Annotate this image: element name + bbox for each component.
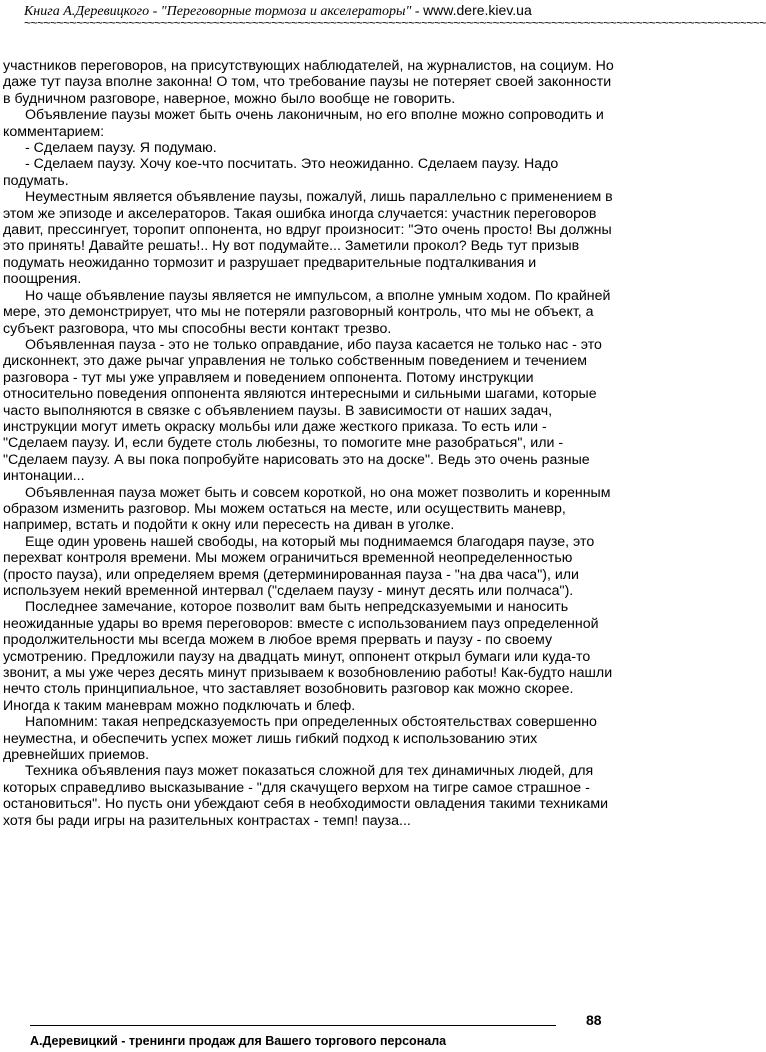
paragraph: Техника объявления пауз может показаться сложной для тех динамичных людей, для которых справедливо высказывание - "для скачущего верхом на тигре самое страшное - остановиться". Но пусть они убеждают себя в необходимости овладения такими техниками хотя бы ради игры на разительных контрастах - темп! пауза...	[3, 763, 609, 829]
paragraph: участников переговоров, на присутствующих наблюдателей, на журналистов, на социум. Но даже тут пауза вполне законна! О том, что требование паузы не потеряет своей законности в будничном разговоре, наверное, можно было вообще не говорить.	[3, 58, 614, 107]
paragraph: Последнее замечание, которое позволит вам быть непредсказуемыми и наносить неожиданные удары во время переговоров: вместе с использованием пауз определенной продолжительности мы всегда можем в любое время прервать и паузу - по своему усмотрению. Предложили паузу на двадцать минут, оппонент открыл бумаги или куда-то звонит, а мы уже через десять минут призываем к возобновлению работы! Как-будто нашли нечто столь принципиальное, что заставляет возобновить разговор как можно скорее. Иногда к таким маневрам можно подключать и блеф.	[3, 599, 613, 714]
paragraph: Еще один уровень нашей свободы, на который мы поднимаемся благодаря паузе, это перехват контроля времени. Мы можем ограничиться временной неопределенностью (просто пауза), или определяем время (детерминированная пауза - "на два часа"), или используем некий временной интервал ("сделаем паузу - минут десять или полчаса").	[3, 533, 595, 599]
page-number: 88	[586, 1012, 602, 1028]
paragraph: Неуместным является объявление паузы, пожалуй, лишь параллельно с применением в этом же эпизоде и акселераторов. Такая ошибка иногда случается: участник переговоров давит, прессингует, торопит оппонента, но вдруг произносит: "Это очень просто! Вы должны это принять! Давайте решать!.. Ну вот подумайте... Заметили прокол? Ведь тут призыв подумать неожиданно тормозит и разрушает предварительные подталкивания и поощрения.	[3, 189, 613, 288]
footer-rule	[30, 1025, 556, 1026]
paragraph: Напомним: такая непредсказуемость при определенных обстоятельствах совершенно неуместна, и обеспечить успех может лишь гибкий подход к использованию этих древнейших приемов.	[3, 714, 597, 764]
running-footer: А.Деревицкий - тренинги продаж для Вашего торгового персонала	[30, 1034, 447, 1048]
paragraph: Объявленная пауза может быть и совсем короткой, но она может позволить и коренным образом изменить разговор. Мы можем остаться на месте, или осуществить маневр, например, встать и подойти к окну или пересесть на диван в уголке.	[3, 484, 611, 534]
paragraph: Объявление паузы может быть очень лаконичным, но его вполне можно сопроводить и комментарием:	[3, 107, 604, 140]
page-body	[3, 58, 615, 829]
paragraph: Объявленная пауза - это не только оправдание, ибо пауза касается не только нас - это дисконнект, это даже рычаг управления не только собственным поведением и течением разговора - тут мы уже управляем и поведением оппонента. Потому инструкции относительно поведения оппонента являются интересными и сильными шагами, которые часто выполняются в связке с объявлением паузы. В зависимости от наших задач, инструкции могут иметь окраску мольбы или даже жесткого приказа. То есть или - "Сделаем паузу. И, если будете столь любезны, то помогите мне разобраться", или - "Сделаем паузу. А вы пока попробуйте нарисовать это на доске". Ведь это очень разные интонации...	[3, 336, 602, 485]
book-title: Книга А.Деревицкого - "Переговорные тормоза и акселераторы" -	[24, 4, 424, 19]
header-divider: ~~~~~~~~~~~~~~~~~~~~~~~~~~~~~~~~~~~~~~~~~~~~~~~~~~~~~~~~~~~~~~~~~~~~~~~~~~~~~~~~~~~~~~~~~~~~~~~~~~~~~~~~~~~~~~~~~~	[24, 16, 766, 30]
site-url[interactable]: www.dere.kiev.ua	[423, 2, 532, 18]
paragraph: Но чаще объявление паузы является не импульсом, а вполне умным ходом. По крайней мере, это демонстрирует, что мы не потеряли разговорный контроль, что мы не объект, а субъект разговора, что мы способны вести контакт трезво.	[3, 287, 611, 337]
paragraph: - Сделаем паузу. Хочу кое-что посчитать. Это неожиданно. Сделаем паузу. Надо подумать.	[3, 156, 559, 189]
paragraph: - Сделаем паузу. Я подумаю.	[25, 140, 217, 157]
